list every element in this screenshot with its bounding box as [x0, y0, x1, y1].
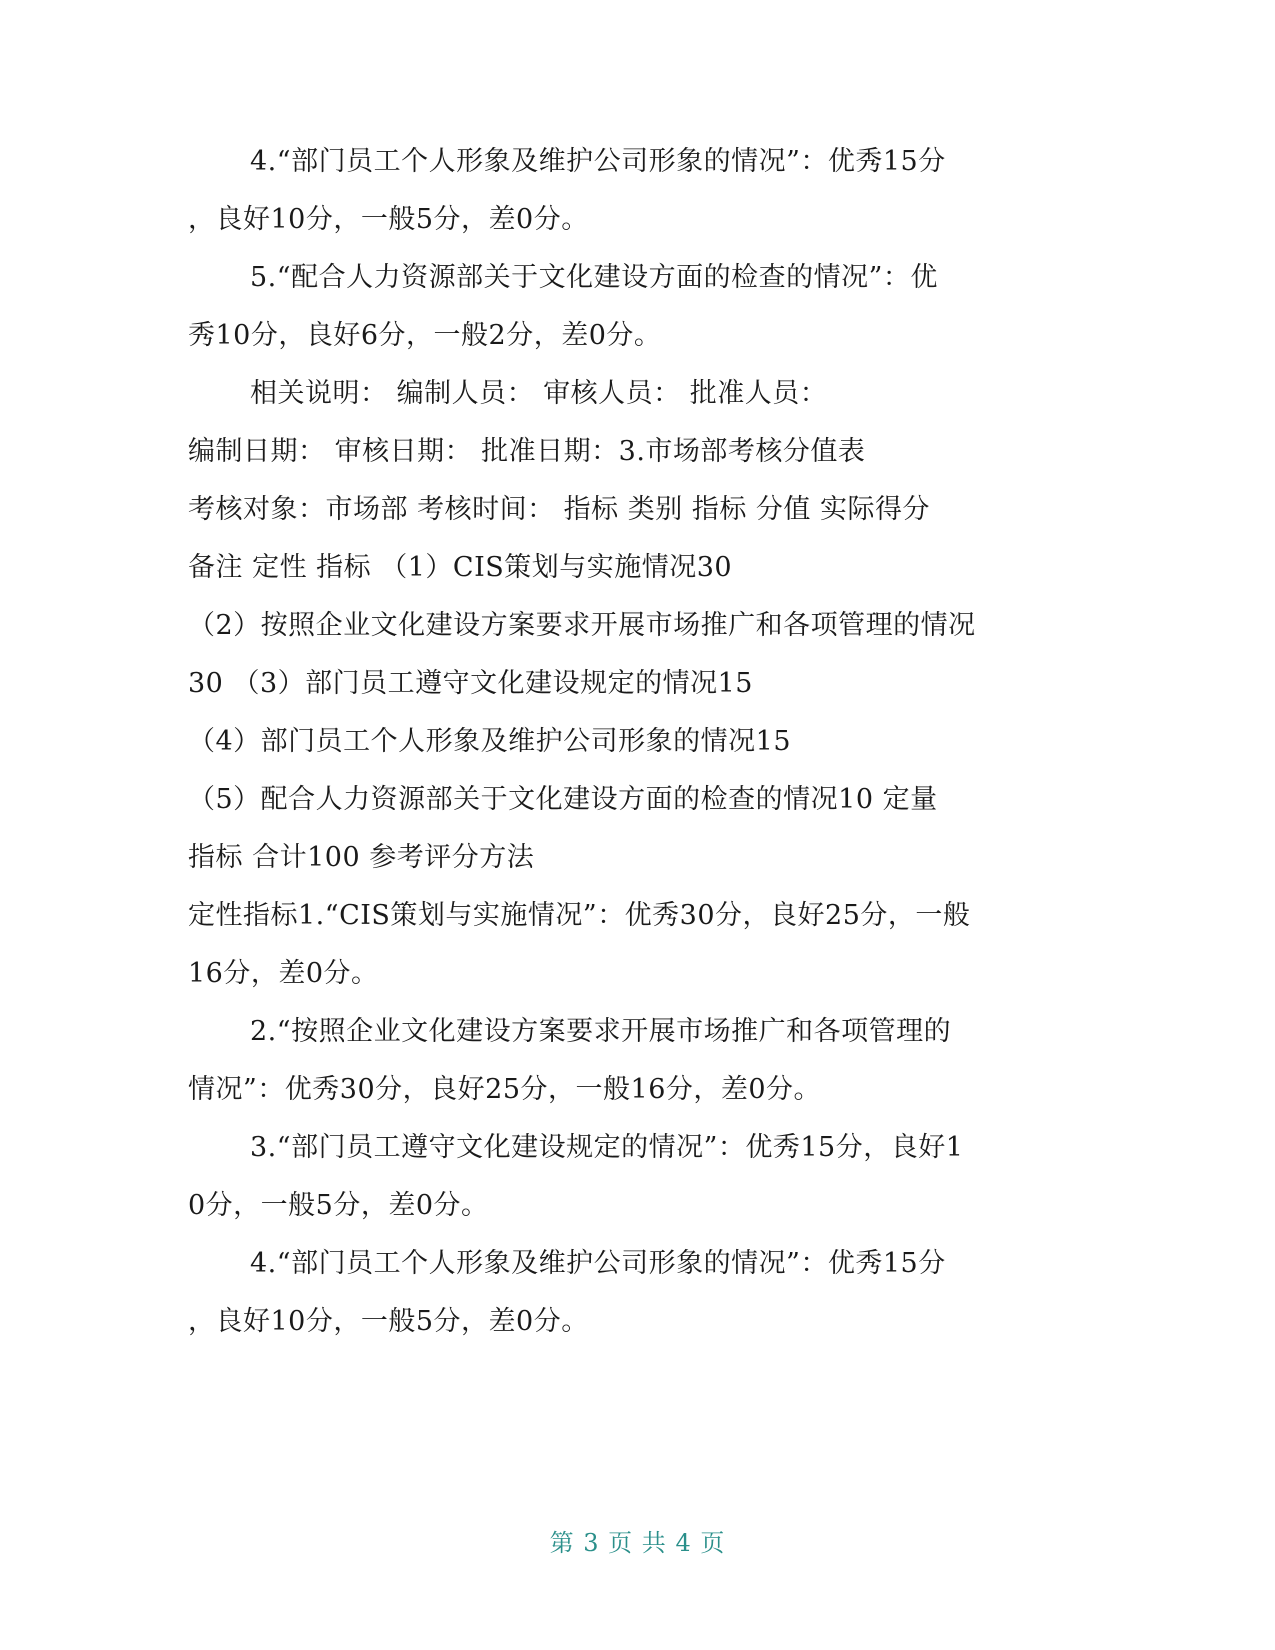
- text-line: 指标 合计100 参考评分方法: [188, 842, 535, 873]
- text-line: 3.“部门员工遵守文化建设规定的情况”：优秀15分，良好1: [250, 1132, 964, 1163]
- text-line: （5）配合人力资源部关于文化建设方面的检查的情况10 定量: [188, 784, 938, 815]
- text-line: 16分，差0分。: [188, 958, 379, 989]
- text-line: 相关说明： 编制人员： 审核人员： 批准人员：: [250, 378, 828, 409]
- text-line: 备注 定性 指标 （1）CIS策划与实施情况30: [188, 552, 733, 583]
- text-line: 0分，一般5分，差0分。: [188, 1190, 489, 1221]
- text-line: 情况”：优秀30分，良好25分，一般16分，差0分。: [188, 1074, 822, 1105]
- text-line: 5.“配合人力资源部关于文化建设方面的检查的情况”：优: [250, 262, 938, 293]
- text-line: ，良好10分，一般5分，差0分。: [188, 1306, 589, 1337]
- text-line: 2.“按照企业文化建设方案要求开展市场推广和各项管理的: [250, 1016, 952, 1047]
- text-line: （4）部门员工个人形象及维护公司形象的情况15: [188, 726, 792, 757]
- page-footer: 第 3 页 共 4 页: [549, 1529, 726, 1557]
- text-line: 4.“部门员工个人形象及维护公司形象的情况”：优秀15分: [250, 146, 946, 177]
- text-line: （2）按照企业文化建设方案要求开展市场推广和各项管理的情况: [188, 610, 976, 641]
- text-line: 秀10分，良好6分，一般2分，差0分。: [188, 320, 662, 351]
- text-line: 定性指标1.“CIS策划与实施情况”：优秀30分，良好25分，一般: [188, 900, 971, 931]
- text-line: 考核对象：市场部 考核时间： 指标 类别 指标 分值 实际得分: [188, 494, 930, 525]
- text-line: 编制日期： 审核日期： 批准日期：3.市场部考核分值表: [188, 436, 866, 467]
- text-line: ，良好10分，一般5分，差0分。: [188, 204, 589, 235]
- text-line: 4.“部门员工个人形象及维护公司形象的情况”：优秀15分: [250, 1248, 946, 1279]
- text-line: 30 （3）部门员工遵守文化建设规定的情况15: [188, 668, 753, 699]
